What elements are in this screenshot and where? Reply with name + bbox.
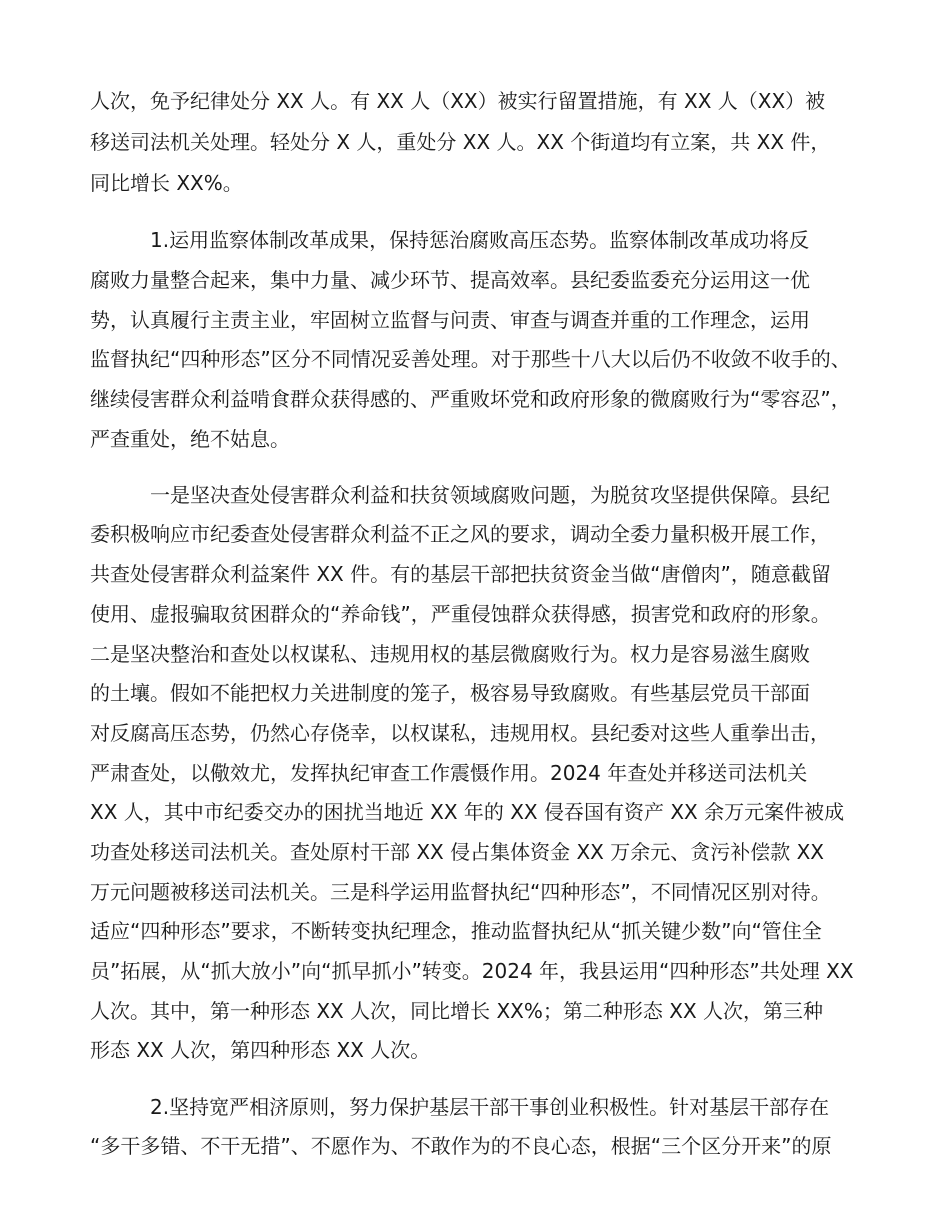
paragraph-line: 同比增长 XX%。 xyxy=(90,171,243,195)
paragraph-line: 对反腐高压态势，仍然心存侥幸，以权谋私，违规用权。县纪委对这些人重拳出击， xyxy=(90,721,830,745)
paragraph-line: 共查处侵害群众利益案件 XX 件。有的基层干部把扶贫资金当做“唐僧肉”，随意截留 xyxy=(90,562,831,586)
paragraph-line: 1.运用监察体制改革成果，保持惩治腐败高压态势。监察体制改革成功将反 xyxy=(150,228,810,252)
paragraph-line: 监督执纪“四种形态”区分不同情况妥善处理。对于那些十八大以后仍不收敛不收手的、 xyxy=(90,347,851,371)
paragraph-line: 适应“四种形态”要求，不断转变执纪理念，推动监督执纪从“抓关键少数”向“管住全 xyxy=(90,919,822,943)
paragraph-line: 使用、虚报骗取贫困群众的“养命钱”，严重侵蚀群众获得感，损害党和政府的形象。 xyxy=(90,602,831,626)
paragraph-line: 二是坚决整治和查处以权谋私、违规用权的基层微腐败行为。权力是容易滋生腐败 xyxy=(90,642,810,666)
paragraph-line: 严查重处，绝不姑息。 xyxy=(90,427,290,451)
paragraph-line: “多干多错、不干无措”、不愿作为、不敢作为的不良心态，根据“三个区分开来”的原 xyxy=(90,1134,832,1158)
paragraph-line: 腐败力量整合起来，集中力量、减少环节、提高效率。县纪委监委充分运用这一优 xyxy=(90,268,810,292)
paragraph-line: 一是坚决查处侵害群众利益和扶贫领域腐败问题，为脱贫攻坚提供保障。县纪 xyxy=(150,483,830,507)
paragraph-line: 万元问题被移送司法机关。三是科学运用监督执纪“四种形态”，不同情况区别对待。 xyxy=(90,880,831,904)
paragraph-line: 委积极响应市纪委查处侵害群众利益不正之风的要求，调动全委力量积极开展工作， xyxy=(90,522,830,546)
paragraph-line: XX 人，其中市纪委交办的困扰当地近 XX 年的 XX 侵吞国有资产 XX 余万元案件被成 xyxy=(90,800,845,824)
paragraph-line: 势，认真履行主责主业，牢固树立监督与问责、审查与调查并重的工作理念，运用 xyxy=(90,308,810,332)
paragraph-line: 的土壤。假如不能把权力关进制度的笼子，极容易导致腐败。有些基层党员干部面 xyxy=(90,681,810,705)
paragraph-line: 2.坚持宽严相济原则，努力保护基层干部干事创业积极性。针对基层干部存在 xyxy=(150,1095,830,1119)
paragraph-line: 形态 XX 人次，第四种形态 XX 人次。 xyxy=(90,1038,431,1062)
paragraph-line: 人次。其中，第一种形态 XX 人次，同比增长 XX%；第二种形态 XX 人次，第三种 xyxy=(90,999,823,1023)
paragraph-line: 移送司法机关处理。轻处分 X 人，重处分 XX 人。XX 个街道均有立案，共 XX 件， xyxy=(90,130,831,154)
paragraph-line: 人次，免予纪律处分 XX 人。有 XX 人（XX）被实行留置措施，有 XX 人（XX）被 xyxy=(90,89,826,113)
paragraph-line: 功查处移送司法机关。查处原村干部 XX 侵占集体资金 XX 万余元、贪污补偿款 XX xyxy=(90,840,824,864)
paragraph-line: 继续侵害群众利益啃食群众获得感的、严重败坏党和政府形象的微腐败行为“零容忍”， xyxy=(90,387,851,411)
paragraph-line: 严肃查处，以儆效尤，发挥执纪审查工作震慑作用。2024 年查处并移送司法机关 xyxy=(90,761,808,785)
paragraph-line: 员”拓展，从“抓大放小”向“抓早抓小”转变。2024 年，我县运用“四种形态”共处理 XX xyxy=(90,959,854,983)
